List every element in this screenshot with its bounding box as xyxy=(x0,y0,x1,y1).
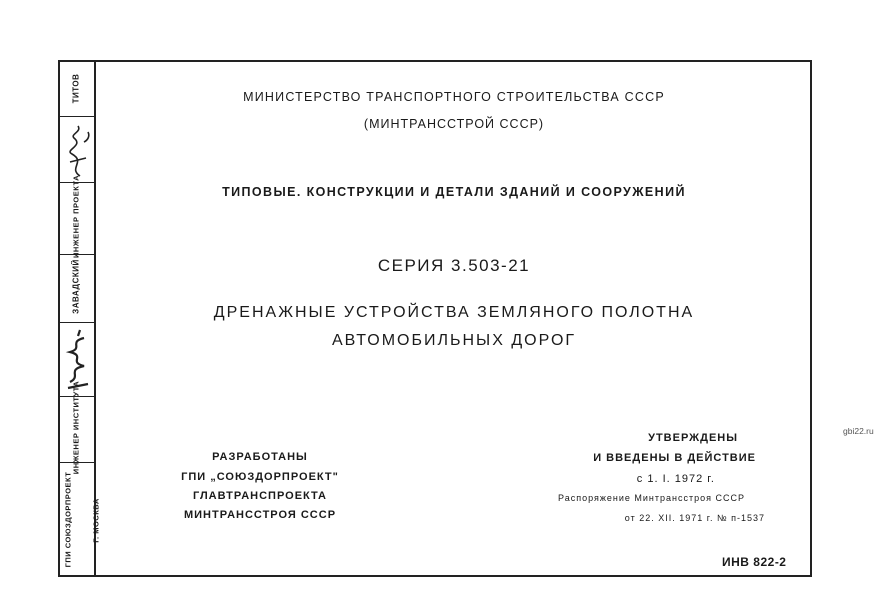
approval-order-date: от 22. XII. 1971 г. № п-1537 xyxy=(624,513,765,523)
watermark: gbi22.ru xyxy=(843,426,874,436)
sidebar-name-zavadsky: ЗАВАДСКИЙ xyxy=(71,259,81,314)
sidebar-role-engineer-project: ИНЖЕНЕР ПРОЕКТА xyxy=(71,175,81,259)
approved-date: с 1. I. 1972 г. xyxy=(636,473,715,485)
ministry-short-name: (МИНТРАНССТРОЙ СССР) xyxy=(363,117,545,131)
ministry-name: МИНИСТЕРСТВО ТРАНСПОРТНОГО СТРОИТЕЛЬСТВА СССР xyxy=(243,90,665,104)
developed-label: РАЗРАБОТАНЫ xyxy=(212,451,308,463)
sidebar-name-titov: ТИТОВ xyxy=(71,73,81,104)
title-block-sidebar xyxy=(58,60,101,577)
sidebar-organization: ГПИ СОЮЗДОРПРОЕКТ xyxy=(63,471,73,568)
inventory-number: ИНВ 822-2 xyxy=(722,555,787,569)
sidebar-city: Г. МОСКВА xyxy=(91,498,101,543)
developer-parent: ГЛАВТРАНСПРОЕКТА xyxy=(192,490,328,502)
approved-label: УТВЕРЖДЕНЫ xyxy=(648,432,738,444)
developer-organization: ГПИ „СОЮЗДОРПРОЕКТ" xyxy=(181,471,339,483)
developer-ministry: МИНТРАНССТРОЯ СССР xyxy=(183,509,337,521)
approved-line2: И ВВЕДЕНЫ В ДЕЙСТВИЕ xyxy=(593,452,756,464)
approval-order: Распоряжение Минтрансстроя СССР xyxy=(557,493,745,503)
sidebar-role-engineer-institute: ИНЖЕНЕР ИНСТИТУТА xyxy=(71,380,81,475)
document-category: ТИПОВЫЕ. КОНСТРУКЦИИ И ДЕТАЛИ ЗДАНИЙ И СООРУЖЕНИЙ xyxy=(222,185,686,199)
document-title-line1: ДРЕНАЖНЫЕ УСТРОЙСТВА ЗЕМЛЯНОГО ПОЛОТНА xyxy=(213,304,695,321)
document-title-line2: АВТОМОБИЛЬНЫХ ДОРОГ xyxy=(331,332,577,349)
series-number: СЕРИЯ 3.503-21 xyxy=(377,256,531,275)
